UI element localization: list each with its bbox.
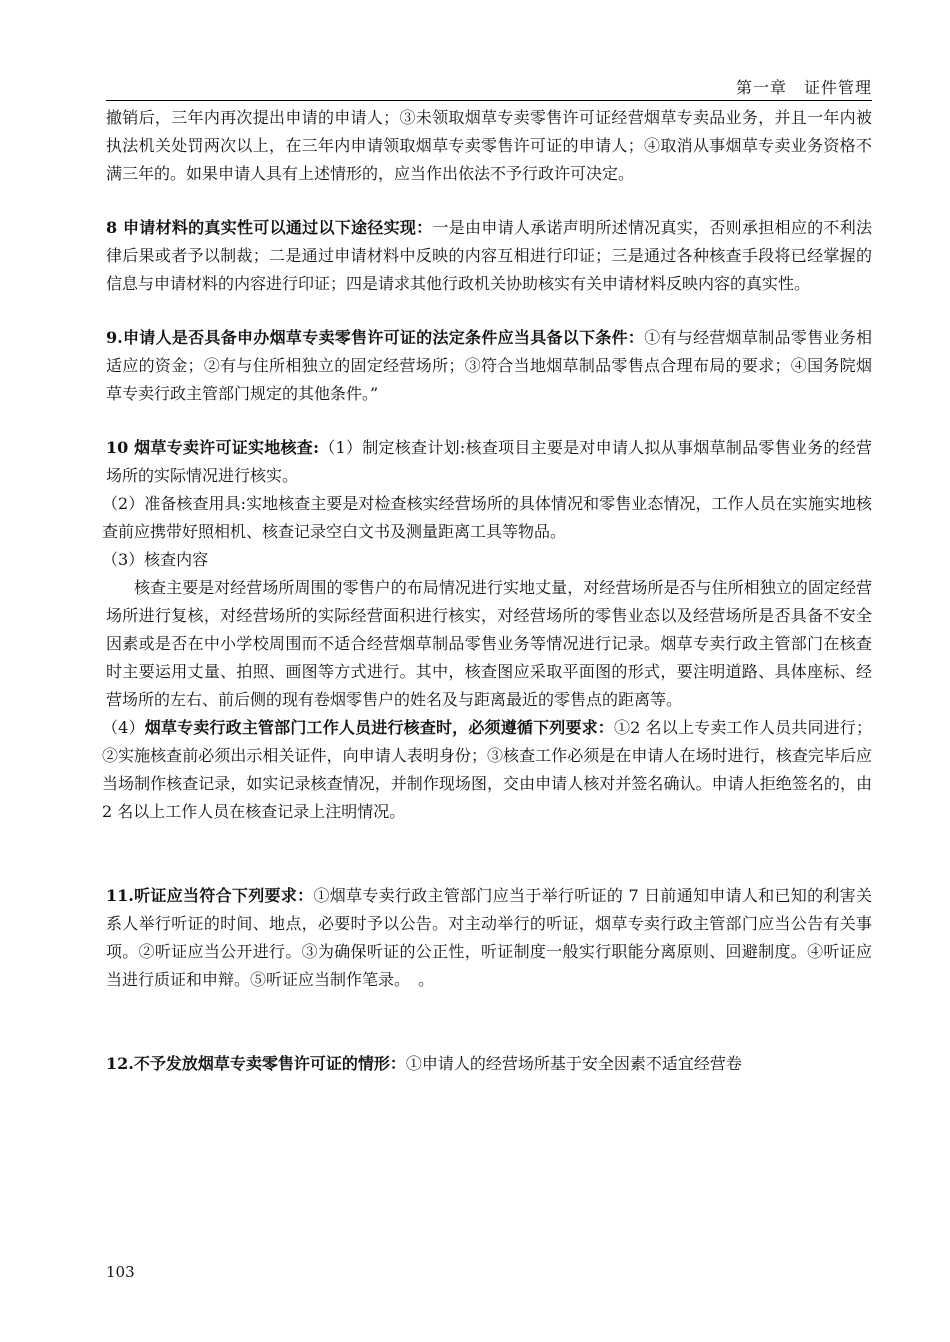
paragraph-12 xyxy=(106,1050,872,1078)
paragraph-text: ①烟草专卖行政主管部门应当于举行听证的 7 日前通知申请人和已知的利害关系人举行听证的时间、地点，必要时予以公告。对主动举行的听证，烟草专卖行政主管部门应当公告有关事项。②听证应当公开进行。③为确保听证的公正性，听证制度一般实行职能分离原则、回避制度。④听证应当进行质证和申辩。⑤听证应当制作笔录。 。 xyxy=(106,886,872,989)
paragraph-10-3-body xyxy=(106,574,872,714)
page-body xyxy=(102,104,872,1078)
paragraph-heading: 12.不予发放烟草专卖零售许可证的情形： xyxy=(106,1054,406,1073)
paragraph-10 xyxy=(106,434,872,490)
paragraph-text: 撤销后，三年内再次提出申请的申请人；③未领取烟草专卖零售许可证经营烟草专卖品业务，并且一年内被执法机关处罚两次以上，在三年内申请领取烟草专卖零售许可证的申请人；④取消从事烟草专卖业务资格不满三年的。如果申请人具有上述情形的，应当作出依法不予行政许可决定。 xyxy=(106,108,872,183)
paragraph-9 xyxy=(106,324,872,408)
paragraph-text: ①2 名以上专卖工作人员共同进行；②实施核查前必须出示相关证件，向申请人表明身份；③核查工作必须是在申请人在场时进行，核查完毕后应当场制作核查记录，如实记录核查情况，并制作现场图，交由申请人核对并签名确认。申请人拒绝签名的，由 2 名以上工作人员在核查记录上注明情况。 xyxy=(102,718,872,821)
paragraph-10-4 xyxy=(102,714,872,826)
paragraph-10-2 xyxy=(102,490,872,546)
paragraph-text: 一是由申请人承诺声明所述情况真实，否则承担相应的不利法律后果或者予以制裁；二是通过申请材料中反映的内容互相进行印证；三是通过各种核查手段将已经掌握的信息与申请材料的内容进行印证；四是请求其他行政机关协助核实有关申请材料反映内容的真实性。 xyxy=(106,218,872,293)
page-number: 103 xyxy=(106,1263,135,1281)
paragraph-text: 核查主要是对经营场所周围的零售户的布局情况进行实地丈量，对经营场所是否与住所相独立的固定经营场所进行复核，对经营场所的实际经营面积进行核实，对经营场所的零售业态以及经营场所是否具备不安全因素或是否在中小学校周围而不适合经营烟草制品零售业务等情况进行记录。烟草专卖行政主管部门在核查时主要运用丈量、拍照、画图等方式进行。其中，核查图应采取平面图的形式，要注明道路、具体座标、经营场所的左右、前后侧的现有卷烟零售户的姓名及与距离最近的零售点的距离等。 xyxy=(106,578,872,709)
paragraph-heading: 烟草专卖行政主管部门工作人员进行核查时，必须遵循下列要求： xyxy=(144,718,614,737)
paragraph-heading: 11.听证应当符合下列要求： xyxy=(106,886,314,905)
paragraph-heading: 10 烟草专卖许可证实地核查: xyxy=(106,438,319,457)
paragraph-text: （1）制定核查计划:核查项目主要是对申请人拟从事烟草制品零售业务的经营场所的实际情况进行核实。 xyxy=(106,438,872,485)
paragraph-text: （3）核查内容 xyxy=(102,550,209,569)
paragraph-heading: 9.申请人是否具备申办烟草专卖零售许可证的法定条件应当具备以下条件： xyxy=(106,328,645,347)
paragraph-text: （2）准备核查用具:实地核查主要是对检查核实经营场所的具体情况和零售业态情况，工作人员在实施实地核查前应携带好照相机、核查记录空白文书及测量距离工具等物品。 xyxy=(102,494,872,541)
paragraph-heading: 8 申请材料的真实性可以通过以下途径实现： xyxy=(106,218,433,237)
paragraph-10-3-heading xyxy=(102,546,872,574)
paragraph-text: ①申请人的经营场所基于安全因素不适宜经营卷 xyxy=(405,1054,742,1073)
running-header xyxy=(106,78,872,101)
paragraph-prefix: （4） xyxy=(102,718,145,737)
chapter-title: 第一章 证件管理 xyxy=(735,78,872,97)
paragraph-11 xyxy=(106,882,872,994)
paragraph-8 xyxy=(106,214,872,298)
paragraph-continued xyxy=(106,104,872,188)
paragraph-text: ①有与经营烟草制品零售业务相适应的资金；②有与住所相独立的固定经营场所；③符合当地烟草制品零售点合理布局的要求；④国务院烟草专卖行政主管部门规定的其他条件。” xyxy=(106,328,872,403)
